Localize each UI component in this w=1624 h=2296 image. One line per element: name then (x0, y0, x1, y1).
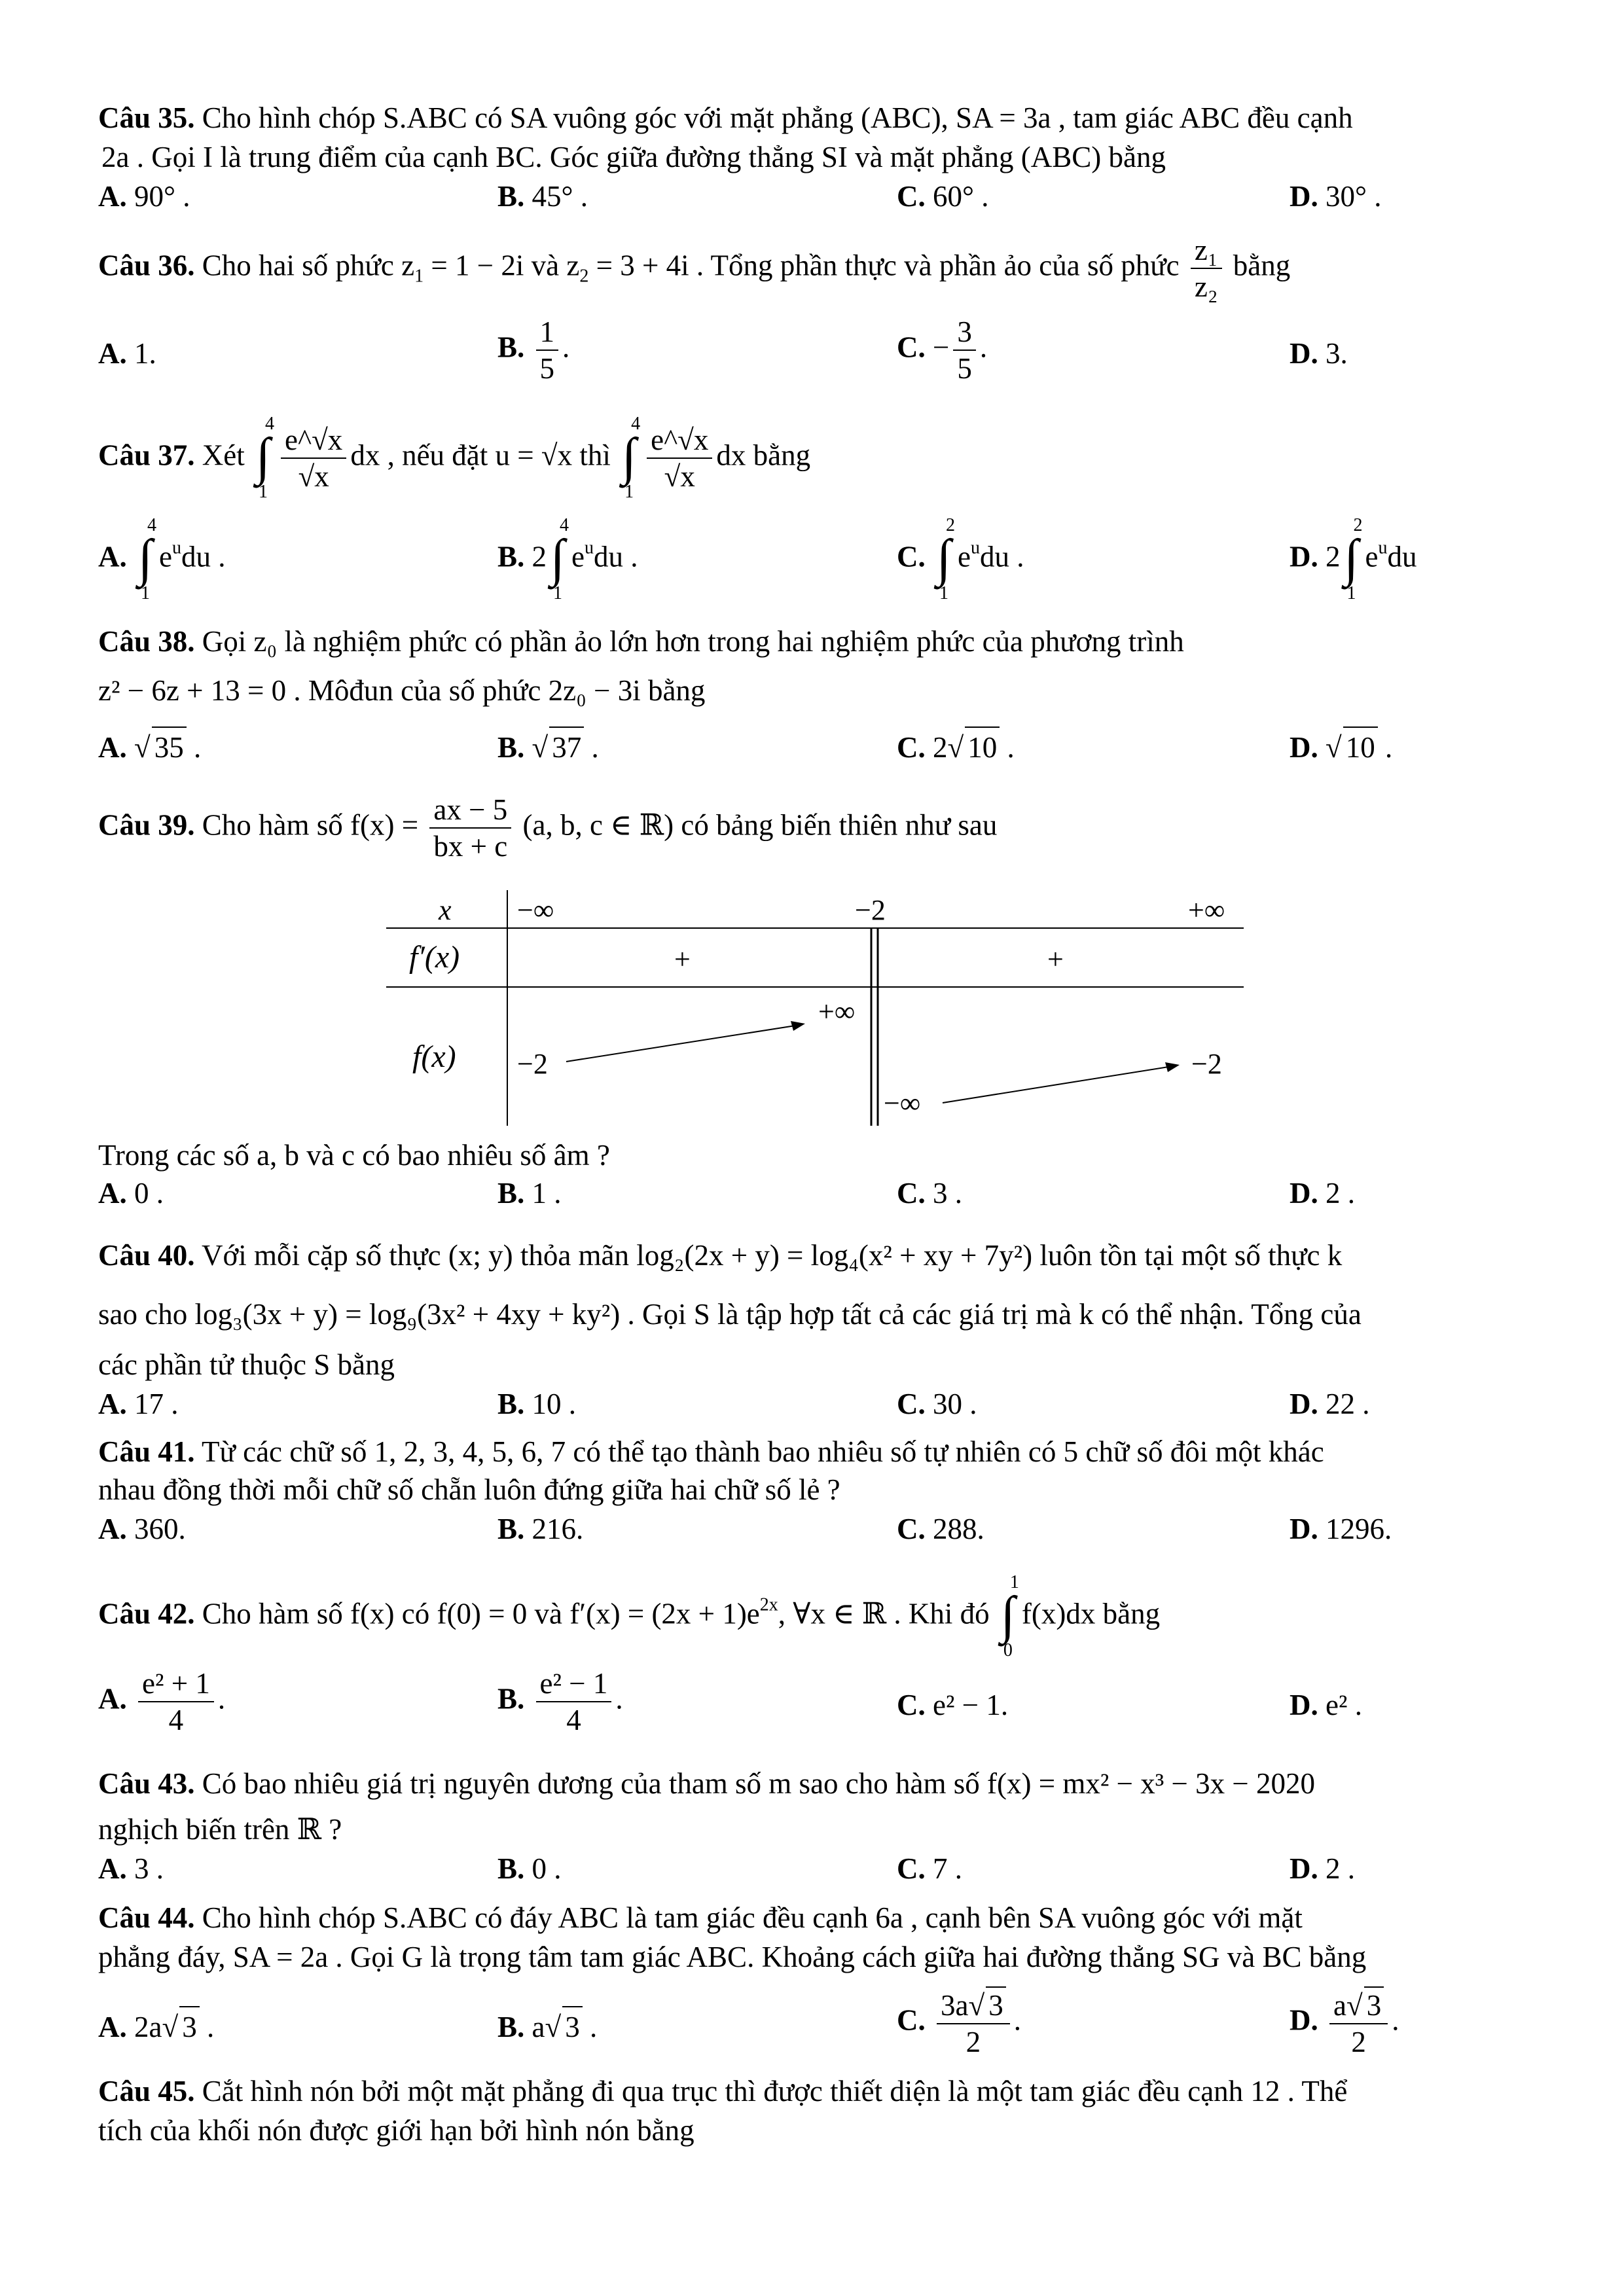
q43-option-b: B. 0 . (497, 1852, 562, 1885)
q40-line1: Câu 40. Với mỗi cặp số thực (x; y) thỏa mãn log₂(2x + y) = log₄(x² + xy + 7y²) luôn tồn tại một số thực k (98, 1239, 1343, 1272)
table-minus-two: −2 (855, 894, 886, 926)
q39-fraction: $\frac{ax - 5}{bx + c}$ (429, 792, 511, 864)
q41-line2: nhau đồng thời mỗi chữ số chẵn luôn đứng giữa hai chữ số lẻ ? (98, 1473, 840, 1506)
q35-text2: 2a . Gọi I là trung điểm của cạnh BC. Góc giữa đường thẳng SI và mặt phẳng (ABC) bằng (101, 141, 1166, 173)
q37-option-a: A. 4 ∫ 1 $e^udu$ . (98, 515, 226, 603)
q41-option-b: B. 216. (497, 1513, 584, 1545)
variation-table-svg (386, 890, 1244, 1126)
table-plus-right: + (1047, 943, 1064, 975)
q39-label: Câu 39. (98, 808, 195, 842)
q38-label: Câu 38. (98, 625, 195, 658)
table-arrow-left-head (791, 1021, 805, 1031)
q36-option-c: C. − $\frac{3}{5}$ . (897, 315, 988, 385)
q44-option-c: C. $\frac{3a√ 3}{2}$ . (897, 1986, 1021, 2060)
table-f-right-end: −2 (1191, 1048, 1222, 1080)
table-neg-inf: −∞ (517, 894, 554, 926)
q36-fraction: $\frac{\text{z₁}}{\text{z₂}}$ (1191, 232, 1222, 304)
q42-label: Câu 42. (98, 1597, 195, 1630)
q42-integral: 1 ∫ 0 (1000, 1572, 1019, 1660)
q41-option-c: C. 288. (897, 1513, 984, 1545)
table-f-right-start: −∞ (884, 1087, 921, 1119)
q45-line1: Câu 45. Cắt hình nón bởi một mặt phẳng đi qua trục thì được thiết diện là một tam giác đều cạnh 12 . Thể (98, 2075, 1348, 2108)
q44-line2: phẳng đáy, SA = 2a . Gọi G là trọng tâm tam giác ABC. Khoảng cách giữa hai đường thẳng SG và BC bằng (98, 1941, 1367, 1973)
q37-line1: Câu 37. Xét 4 ∫ 1 $\frac{e\^{}√x}{√x}$ dx , nếu đặt u = √x thì 4 ∫ 1 $\frac{e\^{}√x}{√x}$ dx bằng (98, 414, 811, 502)
q36-option-a: A. 1. (98, 337, 156, 370)
q44-line1: Câu 44. Cho hình chóp S.ABC có đáy ABC là tam giác đều cạnh 6a , cạnh bên SA vuông góc với mặt (98, 1901, 1303, 1934)
q37-option-c: C. 2 ∫ 1 $e^udu$ . (897, 515, 1024, 603)
q38-option-b: B. √ 37 . (497, 726, 599, 767)
q43-label: Câu 43. (98, 1767, 195, 1800)
q37-option-b: B. 2 4 ∫ 1 $e^udu$ . (497, 515, 638, 603)
q42-option-b: B. $\frac{\text{e² − 1}}{4}$ . (497, 1667, 623, 1736)
q35-option-b: B. 45° . (497, 180, 588, 213)
q36-option-b: B. $\frac{1}{5}$ . (497, 315, 570, 385)
q38-line2: z² − 6z + 13 = 0 . Môđun của số phức 2z₀ − 3i bằng (98, 674, 706, 707)
q42-option-a: A. $\frac{\text{e² + 1}}{4}$ . (98, 1667, 226, 1736)
q41-option-a: A. 360. (98, 1513, 186, 1545)
q35-line2 (101, 137, 1166, 177)
q42-option-c: C. e² − 1. (897, 1689, 1009, 1721)
q43-option-c: C. 7 . (897, 1852, 962, 1885)
table-f-label: f(x) (412, 1039, 456, 1074)
q40-option-a: A. 17 . (98, 1388, 179, 1420)
q43-line2: nghịch biến trên ℝ ? (98, 1813, 342, 1846)
table-f-left-end: +∞ (818, 996, 856, 1028)
q42-line1: Câu 42. Cho hàm số f(x) có f(0) = 0 và $f'(x) = (2x + 1)e^{2x}$, ∀x ∈ ℝ . Khi đó 1 ∫ 0 f(x)dx bằng (98, 1572, 1161, 1660)
q37-label: Câu 37. (98, 439, 195, 472)
q37-integral-2: 4 ∫ 1 (622, 414, 641, 502)
table-arrow-right-head (1165, 1062, 1180, 1072)
q35-text1: Cho hình chóp S.ABC có SA vuông góc với mặt phẳng (ABC), SA = 3a , tam giác ABC đều cạnh (202, 101, 1353, 134)
q39-line3: Trong các số a, b và c có bao nhiêu số âm ? (98, 1139, 610, 1172)
q35-option-d: D. 30° . (1290, 180, 1382, 213)
q43-option-a: A. 3 . (98, 1852, 164, 1885)
q39-option-d: D. 2 . (1290, 1177, 1355, 1210)
q39-option-b: B. 1 . (497, 1177, 562, 1210)
q45-label: Câu 45. (98, 2075, 195, 2108)
q41-label: Câu 41. (98, 1435, 195, 1468)
q36-option-d: D. 3. (1290, 337, 1348, 370)
q35-option-a: A. 90° . (98, 180, 190, 213)
q43-option-d: D. 2 . (1290, 1852, 1355, 1885)
table-arrow-left-line (566, 1026, 795, 1062)
q40-line3: các phần tử thuộc S bằng (98, 1348, 395, 1381)
q38-option-a: A. √ 35 . (98, 726, 201, 767)
table-arrow-right-line (943, 1067, 1168, 1103)
q35-line1 (98, 98, 1353, 137)
q38-option-d: D. √ 10 . (1290, 726, 1392, 767)
q40-option-d: D. 22 . (1290, 1388, 1370, 1420)
q37-option-d: D. 2 2 ∫ 1 $e^udu$ (1290, 515, 1417, 603)
q41-line1: Câu 41. Từ các chữ số 1, 2, 3, 4, 5, 6, 7 có thể tạo thành bao nhiêu số tự nhiên có 5 chữ số đôi một khác (98, 1435, 1324, 1468)
q35-option-c: C. 60° . (897, 180, 989, 213)
table-x-label: x (439, 894, 452, 926)
q38-line1: Câu 38. Gọi z₀ là nghiệm phức có phần ảo lớn hơn trong hai nghiệm phức của phương trình (98, 625, 1184, 658)
q41-option-d: D. 1296. (1290, 1513, 1392, 1545)
q44-option-d: D. $\frac{a√ 3}{2}$ . (1290, 1986, 1399, 2060)
variation-table (386, 890, 1244, 1126)
table-pos-inf: +∞ (1188, 894, 1225, 926)
q39-option-c: C. 3 . (897, 1177, 962, 1210)
q40-label: Câu 40. (98, 1239, 195, 1272)
q44-option-a: A. 2a√ 3 . (98, 2006, 214, 2047)
q40-option-b: B. 10 . (497, 1388, 577, 1420)
table-fprime-label: f′(x) (409, 940, 460, 975)
q40-option-c: C. 30 . (897, 1388, 977, 1420)
q38-option-c: C. 2√ 10 . (897, 726, 1015, 767)
q39-line1: Câu 39. Cho hàm số f(x) = $\frac{ax - 5}{bx + c}$ (a, b, c ∈ ℝ) có bảng biến thiên như sau (98, 793, 998, 863)
q44-option-b: B. a√ 3 . (497, 2006, 597, 2047)
q37-integral-1: 4 ∫ 1 (256, 414, 275, 502)
q36-label: Câu 36. (98, 249, 195, 282)
q36-line1: Câu 36. Cho hai số phức $z_1 = 1 - 2i$ và $z_2 = 3 + 4i$ . Tổng phần thực và phần ảo của số phức $\frac{\text{z₁}}{\text{z₂}}$ bằng (98, 234, 1291, 303)
table-f-left-start: −2 (517, 1048, 548, 1080)
q45-line2: tích của khối nón được giới hạn bởi hình nón bằng (98, 2114, 695, 2147)
q39-option-a: A. 0 . (98, 1177, 164, 1210)
q40-line2: sao cho log₃(3x + y) = log₉(3x² + 4xy + ky²) . Gọi S là tập hợp tất cả các giá trị mà k có thể nhận. Tổng của (98, 1298, 1362, 1331)
q35-label: Câu 35. (98, 101, 195, 134)
q43-line1: Câu 43. Có bao nhiêu giá trị nguyên dương của tham số m sao cho hàm số f(x) = mx² − x³ − 3x − 2020 (98, 1767, 1315, 1800)
q44-label: Câu 44. (98, 1901, 195, 1934)
q42-option-d: D. e² . (1290, 1689, 1362, 1721)
table-plus-left: + (674, 943, 691, 975)
